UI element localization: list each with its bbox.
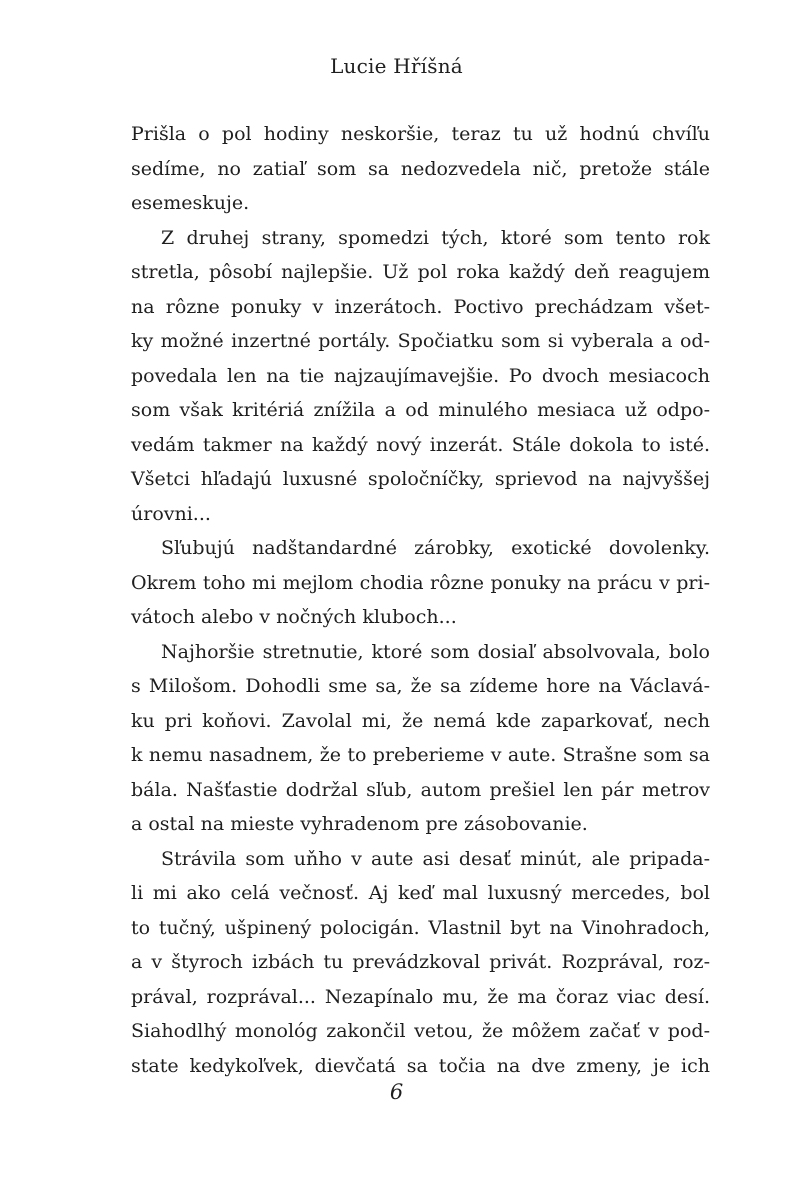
text-line: a v štyroch izbách tu prevádzkoval privát. Rozprával, roz-: [131, 951, 710, 973]
running-head: Lucie Hříšná: [330, 54, 463, 78]
page-number: 6: [389, 1080, 404, 1104]
text-line: vedám takmer na každý nový inzerát. Stále dokola to isté.: [131, 433, 710, 456]
text-line: som však kritériá znížila a od minulého mesiaca už odpo-: [131, 399, 710, 421]
text-line: k nemu nasadnem, že to preberieme v aute. Strašne som sa: [131, 744, 710, 766]
text-line: vátoch alebo v nočných kluboch...: [131, 606, 457, 628]
paragraph: [131, 842, 710, 1084]
text-line: Najhoršie stretnutie, ktoré som dosiaľ absolvovala, bolo: [161, 640, 710, 663]
text-line: state kedykoľvek, dievčatá sa točia na dve zmeny, je ich: [131, 1054, 710, 1077]
text-line: úrovni...: [131, 502, 211, 525]
text-line: a ostal na mieste vyhradenom pre zásobovanie.: [131, 813, 588, 835]
paragraph: [131, 531, 710, 635]
text-line: bála. Našťastie dodržal sľub, autom prešiel len pár metrov: [131, 778, 710, 801]
text-line: esemeskuje.: [131, 192, 250, 214]
paragraph: [131, 221, 710, 532]
text-line: ku pri koňovi. Zavolal mi, že nemá kde zaparkovať, nech: [131, 709, 710, 732]
paragraph: [131, 635, 710, 842]
text-line: to tučný, ušpinený polocigán. Vlastnil byt na Vinohradoch,: [131, 916, 710, 939]
text-line: Sľubujú nadštandardné zárobky, exotické dovolenky.: [161, 537, 710, 559]
text-line: Prišla o pol hodiny neskoršie, teraz tu už hodnú chvíľu: [131, 123, 710, 145]
text-line: li mi ako celá večnosť. Aj keď mal luxusný mercedes, bol: [131, 882, 710, 904]
text-line: s Milošom. Dohodli sme sa, že sa zídeme hore na Václavá-: [131, 675, 710, 697]
text-line: stretla, pôsobí najlepšie. Už pol roka každý deň reagujem: [131, 261, 710, 283]
body-text: [131, 117, 710, 1083]
text-line: povedala len na tie najzaujímavejšie. Po dvoch mesiacoch: [131, 364, 710, 387]
text-line: ky možné inzertné portály. Spočiatku som si vyberala a od-: [131, 330, 710, 352]
text-line: prával, rozprával... Nezapínalo mu, že ma čoraz viac desí.: [131, 985, 710, 1008]
text-line: Siahodlhý monológ zakončil vetou, že môžem začať v pod-: [131, 1020, 710, 1042]
text-line: Všetci hľadajú luxusné spoločníčky, sprievod na najvyššej: [131, 468, 710, 490]
text-line: na rôzne ponuky v inzerátoch. Poctivo prechádzam všet-: [131, 295, 710, 318]
paragraph: [131, 117, 710, 221]
text-line: Okrem toho mi mejlom chodia rôzne ponuky na prácu v pri-: [131, 571, 710, 594]
text-line: Strávila som uňho v aute asi desať minút, ale pripada-: [161, 847, 710, 870]
text-line: sedíme, no zatiaľ som sa nedozvedela nič, pretože stále: [131, 157, 710, 180]
text-line: Z druhej strany, spomedzi tých, ktoré som tento rok: [161, 226, 710, 249]
